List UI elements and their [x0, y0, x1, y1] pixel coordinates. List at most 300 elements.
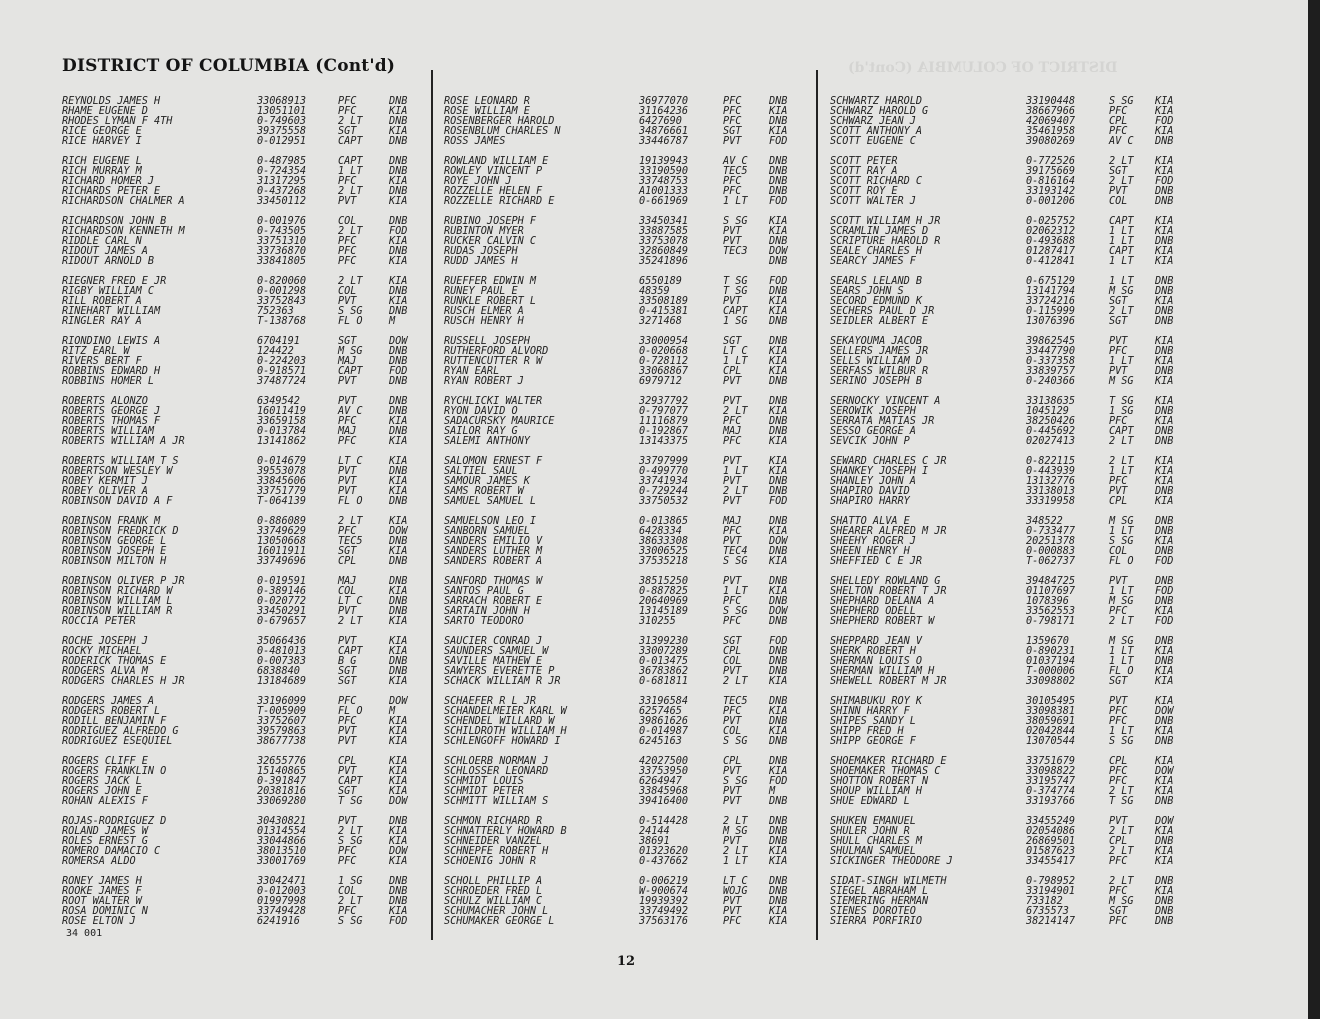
serial-number: 0-014987 — [639, 726, 689, 737]
name: SANDERS ROBERT A — [444, 556, 543, 567]
serial-number: 0-443939 — [1026, 466, 1076, 477]
grade: PVT — [723, 796, 742, 807]
serial-number: 0-006219 — [639, 876, 689, 887]
serial-number: 0-001206 — [1026, 196, 1076, 207]
name: SCHROEDER FRED L — [444, 886, 543, 897]
status: DOW — [1155, 816, 1174, 827]
grade: PFC — [1109, 886, 1128, 897]
serial-number: T-005909 — [257, 706, 307, 717]
grade: SGT — [1109, 906, 1128, 917]
status: KIA — [389, 296, 408, 307]
serial-number: 26869501 — [1026, 836, 1076, 847]
name: SHATTO ALVA E — [830, 516, 910, 527]
grade: 1 LT — [1109, 226, 1134, 237]
serial-number: 33138635 — [1026, 396, 1076, 407]
name: ROZZELLE HELEN F — [444, 186, 543, 197]
grade: 2 LT — [1109, 846, 1134, 857]
name: RYAN EARL — [444, 366, 500, 377]
status: DNB — [389, 346, 408, 357]
serial-number: 31399230 — [639, 636, 689, 647]
name: ROBERTS WILLIAM — [62, 426, 155, 437]
name: SCHOENIG JOHN R — [444, 856, 537, 867]
grade: PVT — [723, 376, 742, 387]
serial-number: 0-798171 — [1026, 616, 1076, 627]
name: SCHMON RICHARD R — [444, 816, 543, 827]
serial-number: 38515250 — [639, 576, 689, 587]
status: KIA — [389, 436, 408, 447]
grade: CAPT — [338, 366, 363, 377]
grade: FL O — [1109, 666, 1134, 677]
serial-number: 02042844 — [1026, 726, 1076, 737]
status: KIA — [1155, 846, 1174, 857]
grade: PVT — [723, 536, 742, 547]
name: RUBINO JOSEPH F — [444, 216, 537, 227]
status: DNB — [389, 656, 408, 667]
status: KIA — [1155, 786, 1174, 797]
serial-number: 0-514428 — [639, 816, 689, 827]
serial-number: 0-749603 — [257, 116, 307, 127]
serial-number: T-062737 — [1026, 556, 1076, 567]
grade: MAJ — [338, 426, 357, 437]
grade: PFC — [723, 706, 742, 717]
name: RUDAS JOSEPH — [444, 246, 518, 257]
grade: S SG — [723, 776, 748, 787]
name: ROZZELLE RICHARD E — [444, 196, 555, 207]
name: RINGLER RAY A — [62, 316, 142, 327]
status: KIA — [1155, 826, 1174, 837]
status: DNB — [769, 316, 788, 327]
name: RYAN ROBERT J — [444, 376, 524, 387]
serial-number: 33752607 — [257, 716, 307, 727]
serial-number: 348522 — [1026, 516, 1063, 527]
grade: CPL — [338, 556, 357, 567]
name: RUEFFER EDWIN M — [444, 276, 537, 287]
name: ROBINSON RICHARD W — [62, 586, 173, 597]
serial-number: 33446787 — [639, 136, 689, 147]
name: RODILL BENJAMIN F — [62, 716, 167, 727]
name: RYCHLICKI WALTER — [444, 396, 543, 407]
status: KIA — [389, 476, 408, 487]
name: SHERMAN LOUIS O — [830, 656, 923, 667]
status: FOD — [769, 276, 788, 287]
status: DNB — [769, 186, 788, 197]
serial-number: 0-728112 — [639, 356, 689, 367]
status: DNB — [1155, 636, 1174, 647]
name: SIENES DOROTEO — [830, 906, 916, 917]
status: KIA — [389, 906, 408, 917]
grade: 1 LT — [723, 466, 748, 477]
serial-number: 33751310 — [257, 236, 307, 247]
status: KIA — [389, 726, 408, 737]
grade: PVT — [338, 466, 357, 477]
serial-number: 01997998 — [257, 896, 307, 907]
name: SHEPHERD ODELL — [830, 606, 916, 617]
name: SCHMITT WILLIAM S — [444, 796, 549, 807]
grade: PVT — [338, 396, 357, 407]
status: DNB — [1155, 716, 1174, 727]
name: SHUKEN EMANUEL — [830, 816, 916, 827]
name: SHINN HARRY F — [830, 706, 910, 717]
grade: PVT — [338, 766, 357, 777]
status: KIA — [769, 216, 788, 227]
name: SCHWARZ HAROLD G — [830, 106, 929, 117]
name: ROBINSON JOSEPH E — [62, 546, 167, 557]
name: SEWARD CHARLES C JR — [830, 456, 947, 467]
status: DNB — [769, 886, 788, 897]
grade: S SG — [723, 556, 748, 567]
serial-number: 33450112 — [257, 196, 307, 207]
name: ROBERTS WILLIAM T S — [62, 456, 179, 467]
grade: 2 LT — [1109, 826, 1134, 837]
serial-number: 6257465 — [639, 706, 682, 717]
name: RIDDLE CARL N — [62, 236, 142, 247]
status: DNB — [389, 306, 408, 317]
name: SANBORN SAMUEL — [444, 526, 530, 537]
serial-number: 0-001976 — [257, 216, 307, 227]
serial-number: 38667966 — [1026, 106, 1076, 117]
serial-number: 33068867 — [639, 366, 689, 377]
name: SAUCIER CONRAD J — [444, 636, 543, 647]
serial-number: 0-115999 — [1026, 306, 1076, 317]
serial-number: 0-012003 — [257, 886, 307, 897]
name: SAWYERS EVERETTE P — [444, 666, 555, 677]
grade: COL — [338, 216, 357, 227]
column-divider — [431, 70, 433, 940]
name: SCHMIDT LOUIS — [444, 776, 524, 787]
document-code: 34 001 — [66, 928, 103, 939]
status: KIA — [1155, 646, 1174, 657]
status: DNB — [1155, 286, 1174, 297]
name: SEARCY JAMES F — [830, 256, 916, 267]
status: KIA — [389, 416, 408, 427]
status: KIA — [769, 916, 788, 927]
grade: LT C — [723, 346, 748, 357]
status: KIA — [769, 726, 788, 737]
serial-number: 0-816164 — [1026, 176, 1076, 187]
name: ROGERS CLIFF E — [62, 756, 148, 767]
status: DNB — [389, 246, 408, 257]
grade: PVT — [1109, 336, 1128, 347]
status: DNB — [769, 166, 788, 177]
serial-number: 33193142 — [1026, 186, 1076, 197]
name: RUNEY PAUL E — [444, 286, 518, 297]
status: DNB — [389, 216, 408, 227]
name: SCHMIDT PETER — [444, 786, 524, 797]
serial-number: 0-012951 — [257, 136, 307, 147]
grade: PFC — [723, 176, 742, 187]
status: DNB — [769, 286, 788, 297]
name: RUDD JAMES H — [444, 256, 518, 267]
status: DNB — [389, 816, 408, 827]
name: SHEEN HENRY H — [830, 546, 910, 557]
serial-number: 33751679 — [1026, 756, 1076, 767]
status: DNB — [769, 576, 788, 587]
grade: COL — [1109, 196, 1128, 207]
grade: M SG — [1109, 636, 1134, 647]
serial-number: 33068913 — [257, 96, 307, 107]
serial-number: 01037194 — [1026, 656, 1076, 667]
name: SHIPP GEORGE F — [830, 736, 916, 747]
status: DNB — [769, 836, 788, 847]
status: DNB — [1155, 916, 1174, 927]
status: KIA — [769, 226, 788, 237]
name: SERFASS WILBUR R — [830, 366, 929, 377]
grade: MAJ — [338, 576, 357, 587]
status: DNB — [389, 666, 408, 677]
grade: PFC — [723, 616, 742, 627]
grade: MAJ — [723, 516, 742, 527]
grade: PFC — [338, 906, 357, 917]
grade: M SG — [1109, 516, 1134, 527]
name: ROGERS FRANKLIN O — [62, 766, 167, 777]
status: KIA — [769, 406, 788, 417]
name: SELLERS JAMES JR — [830, 346, 929, 357]
status: DNB — [1155, 836, 1174, 847]
status: DNB — [1155, 276, 1174, 287]
name: RODGERS JAMES A — [62, 696, 155, 707]
grade: T SG — [338, 796, 363, 807]
name: SIERRA PORFIRIO — [830, 916, 923, 927]
name: ROBERTS WILLIAM A JR — [62, 436, 185, 447]
name: ROBINSON WILLIAM R — [62, 606, 173, 617]
grade: S SG — [338, 836, 363, 847]
status: KIA — [769, 586, 788, 597]
page-title: DISTRICT OF COLUMBIA (Cont'd) — [62, 56, 396, 76]
grade: SGT — [338, 126, 357, 137]
status: FOD — [769, 196, 788, 207]
grade: TEC5 — [338, 536, 363, 547]
status: DOW — [769, 606, 788, 617]
grade: T SG — [1109, 796, 1134, 807]
name: SCHULZ WILLIAM C — [444, 896, 543, 907]
status: DNB — [1155, 896, 1174, 907]
name: SCOTT WALTER J — [830, 196, 916, 207]
grade: CAPT — [338, 646, 363, 657]
status: KIA — [389, 786, 408, 797]
grade: S SG — [723, 736, 748, 747]
name: SEROWIK JOSEPH — [830, 406, 916, 417]
serial-number: 38250426 — [1026, 416, 1076, 427]
serial-number: 15140865 — [257, 766, 307, 777]
serial-number: 0-013784 — [257, 426, 307, 437]
serial-number: 39861626 — [639, 716, 689, 727]
grade: 1 LT — [1109, 586, 1134, 597]
grade: PVT — [723, 906, 742, 917]
name: SCRIPTURE HAROLD R — [830, 236, 941, 247]
grade: CAPT — [338, 776, 363, 787]
name: SCHNATTERLY HOWARD B — [444, 826, 567, 837]
serial-number: 0-886089 — [257, 516, 307, 527]
grade: PVT — [723, 476, 742, 487]
name: RICHARDSON KENNETH M — [62, 226, 185, 237]
grade: PVT — [1109, 576, 1128, 587]
grade: FL O — [338, 316, 363, 327]
serial-number: 0-019591 — [257, 576, 307, 587]
serial-number: 0-192867 — [639, 426, 689, 437]
serial-number: 33562553 — [1026, 606, 1076, 617]
name: SAMUEL SAMUEL L — [444, 496, 537, 507]
grade: TEC5 — [723, 166, 748, 177]
status: KIA — [389, 616, 408, 627]
name: ROBERTS GEORGE J — [62, 406, 161, 417]
grade: PFC — [338, 526, 357, 537]
name: SAMS ROBERT W — [444, 486, 524, 497]
serial-number: 31164236 — [639, 106, 689, 117]
serial-number: 0-729244 — [639, 486, 689, 497]
status: KIA — [389, 646, 408, 657]
grade: COL — [338, 286, 357, 297]
status: KIA — [769, 436, 788, 447]
status: KIA — [389, 486, 408, 497]
name: SERRATA MATIAS JR — [830, 416, 935, 427]
grade: PVT — [338, 816, 357, 827]
status: DNB — [1155, 136, 1174, 147]
name: RUTHERFORD ALVORD — [444, 346, 549, 357]
name: SHEPHARD DELANA A — [830, 596, 935, 607]
status: KIA — [1155, 496, 1174, 507]
name: SAUNDERS SAMUEL W — [444, 646, 549, 657]
status: DNB — [769, 96, 788, 107]
status: KIA — [769, 766, 788, 777]
grade: 1 LT — [1109, 256, 1134, 267]
serial-number: 38633308 — [639, 536, 689, 547]
status: KIA — [769, 346, 788, 357]
grade: FL O — [338, 496, 363, 507]
grade: 2 LT — [1109, 456, 1134, 467]
grade: 1 LT — [723, 356, 748, 367]
name: SHEWELL ROBERT M JR — [830, 676, 947, 687]
serial-number: 6245163 — [639, 736, 682, 747]
name: SANFORD THOMAS W — [444, 576, 543, 587]
status: DNB — [389, 426, 408, 437]
grade: PFC — [723, 526, 742, 537]
name: REYNOLDS JAMES H — [62, 96, 161, 107]
grade: PFC — [1109, 476, 1128, 487]
serial-number: 6979712 — [639, 376, 682, 387]
status: DNB — [389, 96, 408, 107]
serial-number: 33007289 — [639, 646, 689, 657]
status: DOW — [769, 536, 788, 547]
serial-number: 33845968 — [639, 786, 689, 797]
status: DNB — [769, 516, 788, 527]
name: RICHARD HOMER J — [62, 176, 155, 187]
name: SHEARER ALFRED M JR — [830, 526, 947, 537]
status: DNB — [769, 236, 788, 247]
status: KIA — [769, 356, 788, 367]
status: KIA — [1155, 226, 1174, 237]
name: RIONDINO LEWIS A — [62, 336, 161, 347]
serial-number: 20251378 — [1026, 536, 1076, 547]
serial-number: 02027413 — [1026, 436, 1076, 447]
name: ROBINSON DAVID A F — [62, 496, 173, 507]
grade: SGT — [338, 676, 357, 687]
serial-number: 6264947 — [639, 776, 682, 787]
status: DOW — [389, 336, 408, 347]
grade: PFC — [723, 186, 742, 197]
serial-number: 6427690 — [639, 116, 682, 127]
serial-number: 01587623 — [1026, 846, 1076, 857]
column-divider — [816, 70, 818, 940]
serial-number: 0-391847 — [257, 776, 307, 787]
serial-number: 33450341 — [639, 216, 689, 227]
serial-number: 33193766 — [1026, 796, 1076, 807]
status: DNB — [769, 426, 788, 437]
serial-number: 33190448 — [1026, 96, 1076, 107]
grade: MAJ — [338, 356, 357, 367]
serial-number: 36977070 — [639, 96, 689, 107]
name: RICE HARVEY I — [62, 136, 142, 147]
status: DNB — [1155, 516, 1174, 527]
name: ROLES ERNEST G — [62, 836, 148, 847]
name: ROBINSON OLIVER P JR — [62, 576, 185, 587]
name: SICKINGER THEODORE J — [830, 856, 953, 867]
serial-number: 32937792 — [639, 396, 689, 407]
bleed-through-title: DISTRICT OF COLUMBIA (Cont'd) — [848, 60, 1118, 76]
serial-number: 33194901 — [1026, 886, 1076, 897]
name: ROBERTS ALONZO — [62, 396, 148, 407]
name: SHEPHERD ROBERT W — [830, 616, 935, 627]
status: DOW — [769, 246, 788, 257]
grade: M SG — [1109, 896, 1134, 907]
grade: PFC — [338, 416, 357, 427]
grade: PVT — [338, 736, 357, 747]
grade: SGT — [1109, 296, 1128, 307]
status: DOW — [389, 796, 408, 807]
status: DNB — [1155, 186, 1174, 197]
grade: CAPT — [338, 136, 363, 147]
name: ROSE ELTON J — [62, 916, 136, 927]
status: DNB — [389, 406, 408, 417]
name: ROGERS JACK L — [62, 776, 142, 787]
serial-number: 13143375 — [639, 436, 689, 447]
status: KIA — [389, 236, 408, 247]
serial-number: 33741934 — [639, 476, 689, 487]
name: ROBINSON WILLIAM L — [62, 596, 173, 607]
serial-number: 02054086 — [1026, 826, 1076, 837]
name: SHOEMAKER THOMAS C — [830, 766, 941, 777]
grade: 2 LT — [1109, 436, 1134, 447]
name: SERNOCKY VINCENT A — [830, 396, 941, 407]
status: DNB — [769, 656, 788, 667]
grade: COL — [723, 656, 742, 667]
grade: PVT — [723, 836, 742, 847]
serial-number: 124422 — [257, 346, 294, 357]
serial-number: 37487724 — [257, 376, 307, 387]
serial-number: 13184689 — [257, 676, 307, 687]
grade: 2 LT — [723, 676, 748, 687]
serial-number: 16011911 — [257, 546, 307, 557]
name: ROHAN ALEXIS F — [62, 796, 148, 807]
grade: CPL — [723, 646, 742, 657]
status: DNB — [1155, 596, 1174, 607]
status: KIA — [1155, 126, 1174, 137]
serial-number: 0-437268 — [257, 186, 307, 197]
status: KIA — [389, 586, 408, 597]
name: SADACURSKY MAURICE — [444, 416, 555, 427]
status: DOW — [389, 696, 408, 707]
status: KIA — [769, 126, 788, 137]
name: ROBINSON GEORGE L — [62, 536, 167, 547]
status: DOW — [389, 526, 408, 537]
status: KIA — [389, 756, 408, 767]
name: RODRIGUEZ ESEQUIEL — [62, 736, 173, 747]
status: KIA — [1155, 676, 1174, 687]
serial-number: 33752843 — [257, 296, 307, 307]
name: ROSA DOMINIC N — [62, 906, 148, 917]
status: KIA — [769, 296, 788, 307]
status: KIA — [1155, 666, 1174, 677]
name: SCOTT WILLIAM H JR — [830, 216, 941, 227]
